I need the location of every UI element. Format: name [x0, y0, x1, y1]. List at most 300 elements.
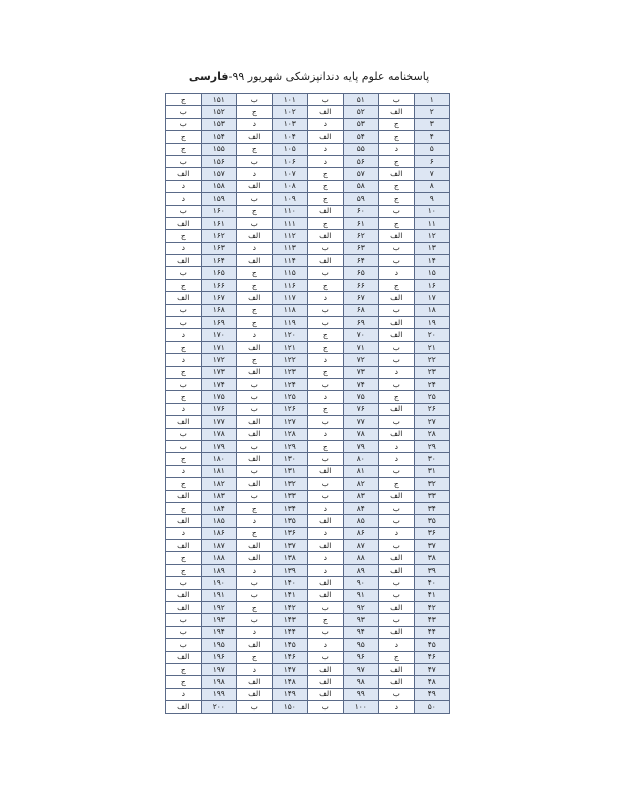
- question-number: ۱۸: [414, 304, 450, 316]
- question-number: ۵۷: [343, 168, 379, 180]
- question-number: ۵۰: [414, 701, 450, 713]
- question-number: ۱۹۵: [201, 639, 237, 651]
- question-number: ۹۵: [343, 639, 379, 651]
- question-number: ۸۶: [343, 527, 379, 539]
- answer-cell: الف: [237, 292, 273, 304]
- answer-cell: الف: [237, 341, 273, 353]
- answer-cell: ج: [237, 502, 273, 514]
- question-number: ۱۱۱: [272, 217, 308, 229]
- question-number: ۲۶: [414, 403, 450, 415]
- question-number: ۴۵: [414, 639, 450, 651]
- table-row: [166, 577, 450, 589]
- answer-cell: الف: [308, 540, 344, 552]
- table-row: [166, 143, 450, 155]
- question-number: ۱۹۰: [201, 577, 237, 589]
- answer-cell: ج: [166, 94, 202, 106]
- table-row: [166, 676, 450, 688]
- answer-cell: الف: [308, 106, 344, 118]
- question-number: ۷۵: [343, 391, 379, 403]
- answer-cell: د: [237, 168, 273, 180]
- answer-cell: د: [379, 453, 415, 465]
- question-number: ۱۹۶: [201, 651, 237, 663]
- table-row: [166, 663, 450, 675]
- question-number: ۷۲: [343, 354, 379, 366]
- answer-cell: د: [237, 242, 273, 254]
- question-number: ۳۱: [414, 465, 450, 477]
- table-row: [166, 329, 450, 341]
- table-row: [166, 540, 450, 552]
- question-number: ۱۵۶: [201, 155, 237, 167]
- question-number: ۱۷: [414, 292, 450, 304]
- answer-cell: د: [166, 465, 202, 477]
- question-number: ۶۵: [343, 267, 379, 279]
- question-number: ۱۱۹: [272, 317, 308, 329]
- answer-cell: الف: [379, 230, 415, 242]
- question-number: ۱۱: [414, 217, 450, 229]
- answer-cell: الف: [308, 255, 344, 267]
- question-number: ۱۹۴: [201, 626, 237, 638]
- question-number: ۸۷: [343, 540, 379, 552]
- table-row: [166, 106, 450, 118]
- answer-cell: الف: [237, 540, 273, 552]
- question-number: ۱۸۹: [201, 564, 237, 576]
- question-number: ۸: [414, 180, 450, 192]
- question-number: ۳۹: [414, 564, 450, 576]
- question-number: ۱۰۷: [272, 168, 308, 180]
- question-number: ۱۰۸: [272, 180, 308, 192]
- table-row: [166, 701, 450, 713]
- answer-cell: الف: [379, 168, 415, 180]
- question-number: ۱۷۴: [201, 378, 237, 390]
- answer-cell: ب: [237, 217, 273, 229]
- question-number: ۱۸۸: [201, 552, 237, 564]
- answer-cell: د: [308, 639, 344, 651]
- question-number: ۶۱: [343, 217, 379, 229]
- answer-cell: ب: [166, 317, 202, 329]
- answer-cell: ب: [308, 453, 344, 465]
- question-number: ۱۸۵: [201, 515, 237, 527]
- question-number: ۱۹۲: [201, 602, 237, 614]
- answer-cell: ب: [379, 614, 415, 626]
- answer-cell: ج: [166, 502, 202, 514]
- question-number: ۵۲: [343, 106, 379, 118]
- answer-cell: ب: [379, 242, 415, 254]
- question-number: ۱۲۵: [272, 391, 308, 403]
- question-number: ۱۸۲: [201, 478, 237, 490]
- question-number: ۱۴۴: [272, 626, 308, 638]
- question-number: ۱۶۶: [201, 279, 237, 291]
- question-number: ۱۹۷: [201, 663, 237, 675]
- answer-cell: ج: [379, 217, 415, 229]
- question-number: ۱۵۰: [272, 701, 308, 713]
- answer-cell: ج: [166, 131, 202, 143]
- table-row: [166, 403, 450, 415]
- question-number: ۱۷۸: [201, 428, 237, 440]
- answer-cell: ب: [237, 614, 273, 626]
- question-number: ۸۲: [343, 478, 379, 490]
- question-number: ۱۰۶: [272, 155, 308, 167]
- answer-cell: الف: [237, 639, 273, 651]
- question-number: ۱۴۵: [272, 639, 308, 651]
- question-number: ۱۲۰: [272, 329, 308, 341]
- answer-cell: ج: [166, 366, 202, 378]
- question-number: ۱۸۰: [201, 453, 237, 465]
- question-number: ۱۳: [414, 242, 450, 254]
- table-row: [166, 614, 450, 626]
- question-number: ۷۱: [343, 341, 379, 353]
- question-number: ۴۷: [414, 663, 450, 675]
- answer-cell: ب: [237, 193, 273, 205]
- answer-cell: د: [166, 193, 202, 205]
- answer-cell: ب: [237, 94, 273, 106]
- answer-cell: ج: [237, 304, 273, 316]
- table-row: [166, 354, 450, 366]
- question-number: ۲۹: [414, 440, 450, 452]
- answer-cell: ج: [308, 168, 344, 180]
- question-number: ۱۲۲: [272, 354, 308, 366]
- answer-cell: الف: [166, 217, 202, 229]
- table-row: [166, 155, 450, 167]
- question-number: ۱۶۳: [201, 242, 237, 254]
- question-number: ۲۱: [414, 341, 450, 353]
- answer-cell: د: [237, 515, 273, 527]
- answer-cell: ج: [166, 341, 202, 353]
- answer-cell: ب: [237, 403, 273, 415]
- answer-cell: د: [166, 180, 202, 192]
- answer-cell: ج: [237, 205, 273, 217]
- answer-cell: ب: [166, 614, 202, 626]
- answer-cell: ج: [308, 440, 344, 452]
- question-number: ۱۱۷: [272, 292, 308, 304]
- question-number: ۴۳: [414, 614, 450, 626]
- question-number: ۱۲۳: [272, 366, 308, 378]
- question-number: ۲۰: [414, 329, 450, 341]
- answer-cell: ج: [308, 329, 344, 341]
- answer-cell: د: [308, 292, 344, 304]
- question-number: ۱۶۴: [201, 255, 237, 267]
- answer-cell: د: [308, 564, 344, 576]
- answer-cell: د: [308, 155, 344, 167]
- table-row: [166, 230, 450, 242]
- answer-cell: ج: [166, 230, 202, 242]
- question-number: ۳۵: [414, 515, 450, 527]
- question-number: ۸۹: [343, 564, 379, 576]
- answer-cell: ب: [379, 416, 415, 428]
- answer-cell: ج: [379, 180, 415, 192]
- question-number: ۱۳۴: [272, 502, 308, 514]
- question-number: ۱۸۴: [201, 502, 237, 514]
- question-number: ۴: [414, 131, 450, 143]
- answer-cell: الف: [308, 230, 344, 242]
- question-number: ۱۷۹: [201, 440, 237, 452]
- question-number: ۱۵۷: [201, 168, 237, 180]
- answer-cell: ب: [166, 304, 202, 316]
- question-number: ۵۱: [343, 94, 379, 106]
- question-number: ۵۶: [343, 155, 379, 167]
- question-number: ۱۴۶: [272, 651, 308, 663]
- answer-cell: د: [379, 143, 415, 155]
- answer-cell: ج: [308, 279, 344, 291]
- title-text: پاسخنامه علوم پایه دندانپزشکی شهریور ۹۹-: [228, 70, 430, 83]
- answer-cell: ج: [166, 676, 202, 688]
- answer-cell: ب: [237, 155, 273, 167]
- answer-cell: الف: [166, 589, 202, 601]
- question-number: ۱۳۷: [272, 540, 308, 552]
- answer-cell: الف: [166, 490, 202, 502]
- answer-cell: ب: [237, 589, 273, 601]
- question-number: ۱۲۱: [272, 341, 308, 353]
- answer-cell: ج: [237, 354, 273, 366]
- answer-key-body: [166, 94, 450, 714]
- question-number: ۱۱۰: [272, 205, 308, 217]
- question-number: ۶۳: [343, 242, 379, 254]
- table-row: [166, 527, 450, 539]
- answer-cell: الف: [166, 602, 202, 614]
- question-number: ۷۷: [343, 416, 379, 428]
- question-number: ۹۹: [343, 688, 379, 700]
- table-row: [166, 440, 450, 452]
- question-number: ۷۹: [343, 440, 379, 452]
- answer-cell: ج: [237, 106, 273, 118]
- answer-cell: الف: [237, 428, 273, 440]
- question-number: ۱۳۱: [272, 465, 308, 477]
- question-number: ۱۷۷: [201, 416, 237, 428]
- table-row: [166, 651, 450, 663]
- question-number: ۵۵: [343, 143, 379, 155]
- answer-cell: الف: [308, 688, 344, 700]
- table-row: [166, 168, 450, 180]
- answer-cell: ب: [166, 155, 202, 167]
- question-number: ۱۷۲: [201, 354, 237, 366]
- answer-cell: ج: [308, 217, 344, 229]
- question-number: ۱۰: [414, 205, 450, 217]
- answer-cell: ب: [237, 391, 273, 403]
- answer-cell: الف: [379, 292, 415, 304]
- answer-cell: د: [237, 118, 273, 130]
- question-number: ۱۱۶: [272, 279, 308, 291]
- answer-cell: ب: [237, 490, 273, 502]
- answer-cell: د: [308, 552, 344, 564]
- answer-cell: ب: [166, 106, 202, 118]
- answer-cell: ب: [379, 94, 415, 106]
- table-row: [166, 589, 450, 601]
- answer-cell: د: [379, 440, 415, 452]
- table-row: [166, 391, 450, 403]
- answer-cell: ب: [379, 378, 415, 390]
- answer-cell: ب: [379, 515, 415, 527]
- answer-cell: ب: [166, 267, 202, 279]
- question-number: ۱۵۳: [201, 118, 237, 130]
- answer-cell: الف: [237, 688, 273, 700]
- answer-cell: ج: [379, 391, 415, 403]
- question-number: ۱۸۳: [201, 490, 237, 502]
- answer-cell: د: [379, 366, 415, 378]
- table-row: [166, 341, 450, 353]
- answer-cell: الف: [379, 490, 415, 502]
- answer-cell: ب: [308, 701, 344, 713]
- question-number: ۱۷۶: [201, 403, 237, 415]
- question-number: ۱۳۹: [272, 564, 308, 576]
- answer-cell: الف: [237, 255, 273, 267]
- answer-cell: ب: [308, 317, 344, 329]
- answer-cell: ج: [237, 267, 273, 279]
- question-number: ۶۹: [343, 317, 379, 329]
- answer-cell: ب: [308, 94, 344, 106]
- answer-cell: ب: [379, 502, 415, 514]
- question-number: ۱۹۸: [201, 676, 237, 688]
- question-number: ۳۲: [414, 478, 450, 490]
- question-number: ۷۳: [343, 366, 379, 378]
- question-number: ۹۳: [343, 614, 379, 626]
- answer-cell: الف: [237, 453, 273, 465]
- question-number: ۳۷: [414, 540, 450, 552]
- question-number: ۵۳: [343, 118, 379, 130]
- answer-cell: د: [308, 527, 344, 539]
- table-row: [166, 639, 450, 651]
- question-number: ۱۸۱: [201, 465, 237, 477]
- table-row: [166, 193, 450, 205]
- table-row: [166, 602, 450, 614]
- answer-cell: ب: [166, 626, 202, 638]
- answer-cell: الف: [308, 515, 344, 527]
- question-number: ۱۷۳: [201, 366, 237, 378]
- answer-cell: الف: [237, 552, 273, 564]
- answer-cell: ب: [166, 639, 202, 651]
- answer-cell: ب: [308, 490, 344, 502]
- table-row: [166, 688, 450, 700]
- table-row: [166, 428, 450, 440]
- answer-cell: ب: [379, 465, 415, 477]
- answer-cell: ج: [379, 118, 415, 130]
- answer-cell: ج: [379, 279, 415, 291]
- answer-cell: ب: [308, 242, 344, 254]
- question-number: ۶۸: [343, 304, 379, 316]
- question-number: ۱۳۵: [272, 515, 308, 527]
- table-row: [166, 502, 450, 514]
- question-number: ۱۵۸: [201, 180, 237, 192]
- answer-cell: الف: [379, 602, 415, 614]
- answer-cell: الف: [308, 577, 344, 589]
- answer-cell: الف: [237, 230, 273, 242]
- answer-cell: ب: [237, 577, 273, 589]
- table-row: [166, 564, 450, 576]
- answer-cell: د: [379, 267, 415, 279]
- question-number: ۲۰۰: [201, 701, 237, 713]
- answer-cell: د: [308, 391, 344, 403]
- answer-cell: ب: [166, 378, 202, 390]
- question-number: ۱۰۳: [272, 118, 308, 130]
- question-number: ۱۵: [414, 267, 450, 279]
- question-number: ۱۱۳: [272, 242, 308, 254]
- question-number: ۷۰: [343, 329, 379, 341]
- question-number: ۶۶: [343, 279, 379, 291]
- answer-cell: الف: [308, 663, 344, 675]
- question-number: ۱۷۱: [201, 341, 237, 353]
- question-number: ۸۰: [343, 453, 379, 465]
- table-row: [166, 118, 450, 130]
- answer-cell: الف: [379, 564, 415, 576]
- answer-cell: ب: [379, 688, 415, 700]
- question-number: ۳: [414, 118, 450, 130]
- answer-cell: د: [166, 354, 202, 366]
- table-row: [166, 242, 450, 254]
- question-number: ۹۴: [343, 626, 379, 638]
- answer-cell: ب: [237, 465, 273, 477]
- answer-cell: د: [166, 242, 202, 254]
- question-number: ۴۰: [414, 577, 450, 589]
- question-number: ۱۰۱: [272, 94, 308, 106]
- answer-cell: ب: [379, 577, 415, 589]
- question-number: ۷۶: [343, 403, 379, 415]
- answer-cell: ج: [237, 651, 273, 663]
- answer-cell: الف: [379, 403, 415, 415]
- question-number: ۹۶: [343, 651, 379, 663]
- table-row: [166, 205, 450, 217]
- answer-cell: الف: [166, 416, 202, 428]
- question-number: ۷۸: [343, 428, 379, 440]
- table-row: [166, 416, 450, 428]
- question-number: ۱۹۱: [201, 589, 237, 601]
- answer-cell: الف: [379, 106, 415, 118]
- question-number: ۲۵: [414, 391, 450, 403]
- answer-cell: ج: [237, 143, 273, 155]
- table-row: [166, 255, 450, 267]
- question-number: ۱۰۲: [272, 106, 308, 118]
- answer-cell: الف: [379, 626, 415, 638]
- answer-cell: الف: [237, 416, 273, 428]
- question-number: ۱۶۸: [201, 304, 237, 316]
- question-number: ۲۸: [414, 428, 450, 440]
- question-number: ۸۵: [343, 515, 379, 527]
- answer-cell: الف: [308, 589, 344, 601]
- answer-cell: ب: [379, 255, 415, 267]
- question-number: ۱۵۹: [201, 193, 237, 205]
- question-number: ۱۱۴: [272, 255, 308, 267]
- question-number: ۱۴: [414, 255, 450, 267]
- question-number: ۱۴۹: [272, 688, 308, 700]
- question-number: ۱۶۷: [201, 292, 237, 304]
- answer-cell: د: [308, 118, 344, 130]
- answer-cell: ج: [379, 478, 415, 490]
- question-number: ۱۲۹: [272, 440, 308, 452]
- question-number: ۱۹۳: [201, 614, 237, 626]
- question-number: ۳۴: [414, 502, 450, 514]
- question-number: ۶۴: [343, 255, 379, 267]
- question-number: ۶: [414, 155, 450, 167]
- question-number: ۷: [414, 168, 450, 180]
- question-number: ۱۱۲: [272, 230, 308, 242]
- answer-cell: ب: [237, 378, 273, 390]
- answer-cell: د: [308, 502, 344, 514]
- question-number: ۱۹۹: [201, 688, 237, 700]
- question-number: ۱۰۹: [272, 193, 308, 205]
- answer-cell: ب: [379, 354, 415, 366]
- title-language: فارسی: [188, 70, 229, 83]
- answer-cell: د: [308, 428, 344, 440]
- answer-cell: ب: [308, 378, 344, 390]
- answer-cell: ج: [379, 131, 415, 143]
- question-number: ۱۷۵: [201, 391, 237, 403]
- answer-cell: د: [237, 626, 273, 638]
- answer-cell: ب: [308, 267, 344, 279]
- question-number: ۱۵۱: [201, 94, 237, 106]
- table-row: [166, 267, 450, 279]
- page-title: [0, 70, 618, 83]
- answer-cell: الف: [166, 540, 202, 552]
- answer-cell: ب: [308, 602, 344, 614]
- answer-cell: الف: [308, 131, 344, 143]
- answer-cell: ج: [166, 143, 202, 155]
